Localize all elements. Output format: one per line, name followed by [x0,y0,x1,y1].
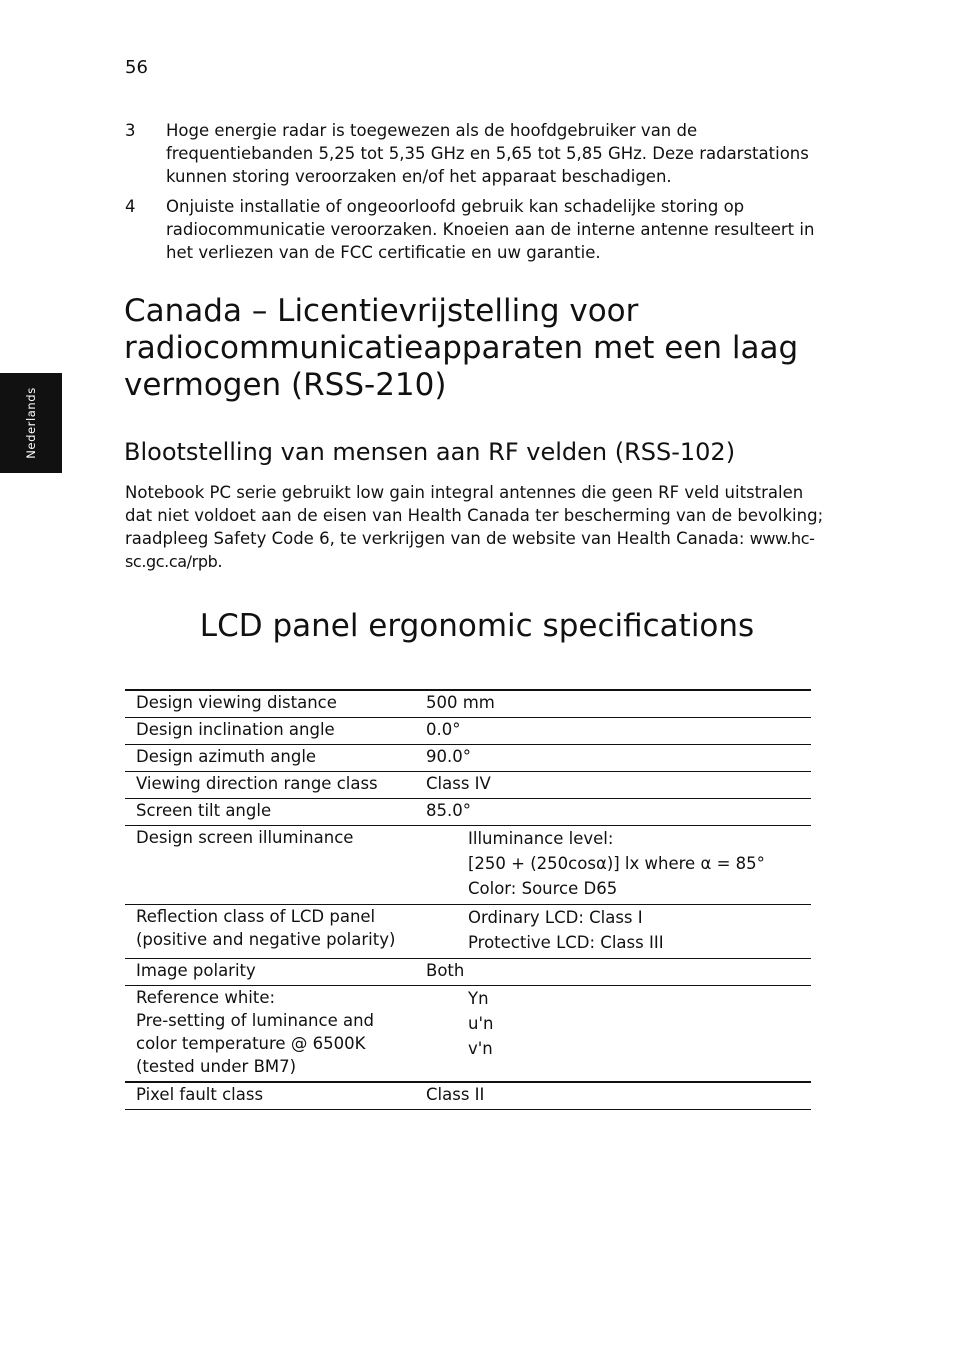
health-canada-link[interactable]: www.hc-sc.gc.ca/rpb [125,529,815,571]
footnote-number: 4 [125,197,136,216]
spec-label: Design screen illuminance [136,828,354,847]
footnote-number: 3 [125,121,136,140]
spec-value: Both [426,961,465,980]
footnote-text: Onjuiste installatie of ongeoorloofd gebruik kan schadelijke storing op radiocommunicatie veroorzaken. Knoeien aan de interne antenne resulteert in het verliezen van de FCC certificatie en uw garantie. [166,197,815,262]
spec-label: Reference white: Pre-setting of luminance and color temperature @ 6500K (tested under BM7) [136,988,375,1076]
spec-label: Pixel fault class [136,1085,264,1104]
subsection-heading-rf: Blootstelling van mensen aan RF velden (RSS-102) [124,438,736,466]
page-number: 56 [125,57,148,78]
table-row [125,826,811,905]
spec-label: Design viewing distance [136,693,337,712]
spec-value: Class II [426,1085,485,1104]
spec-value: 90.0° [426,747,471,766]
footnote [125,195,825,264]
spec-label: Design inclination angle [136,720,335,739]
spec-value: 500 mm [426,693,495,712]
spec-value: 85.0° [426,801,471,820]
table-row [125,959,811,986]
spec-value: Class IV [426,774,491,793]
rf-paragraph-text: Notebook PC serie gebruikt low gain integral antennes die geen RF veld uitstralen dat niet voldoet aan de eisen van Health Canada ter bescherming van de bevolking; raadpleeg Safety Code 6, te verkrijgen van de website van Health Canada: [125,483,824,548]
spec-label: Design azimuth angle [136,747,317,766]
spec-value: Ordinary LCD: Class I Protective LCD: Class III [468,908,664,952]
spec-value: 0.0° [426,720,461,739]
table-row [125,718,811,745]
language-side-tab [0,373,62,473]
table-row [125,745,811,772]
table-row [125,690,811,718]
table-row [125,1082,811,1110]
table-row [125,905,811,959]
section-heading-lcd: LCD panel ergonomic specifications [199,608,755,644]
footnote-text: Hoge energie radar is toegewezen als de hoofdgebruiker van de frequentiebanden 5,25 tot 5,35 GHz en 5,65 tot 5,85 GHz. Deze radarstations kunnen storing veroorzaken en/of het apparaat beschadigen. [166,121,809,186]
table-row [125,799,811,826]
spec-label: Viewing direction range class [136,774,378,793]
section-heading-canada: Canada – Licentievrijstelling voor radiocommunicatieapparaten met een laag vermogen (RSS-210) [124,293,799,403]
spec-value: Illuminance level: [250 + (250cosα)] lx where α = 85° Color: Source D65 [468,829,765,898]
table-row [125,772,811,799]
spec-label: Reflection class of LCD panel (positive and negative polarity) [136,907,396,949]
rf-paragraph [125,481,825,573]
lcd-spec-table [125,689,811,1110]
footnotes [125,119,825,271]
spec-value: Yn u'n v'n [468,989,494,1058]
rf-paragraph-end: . [217,552,223,571]
side-tab-label: Nederlands [24,387,38,459]
table-row [125,986,811,1083]
footnote [125,119,825,188]
spec-label: Image polarity [136,961,256,980]
spec-label: Screen tilt angle [136,801,272,820]
